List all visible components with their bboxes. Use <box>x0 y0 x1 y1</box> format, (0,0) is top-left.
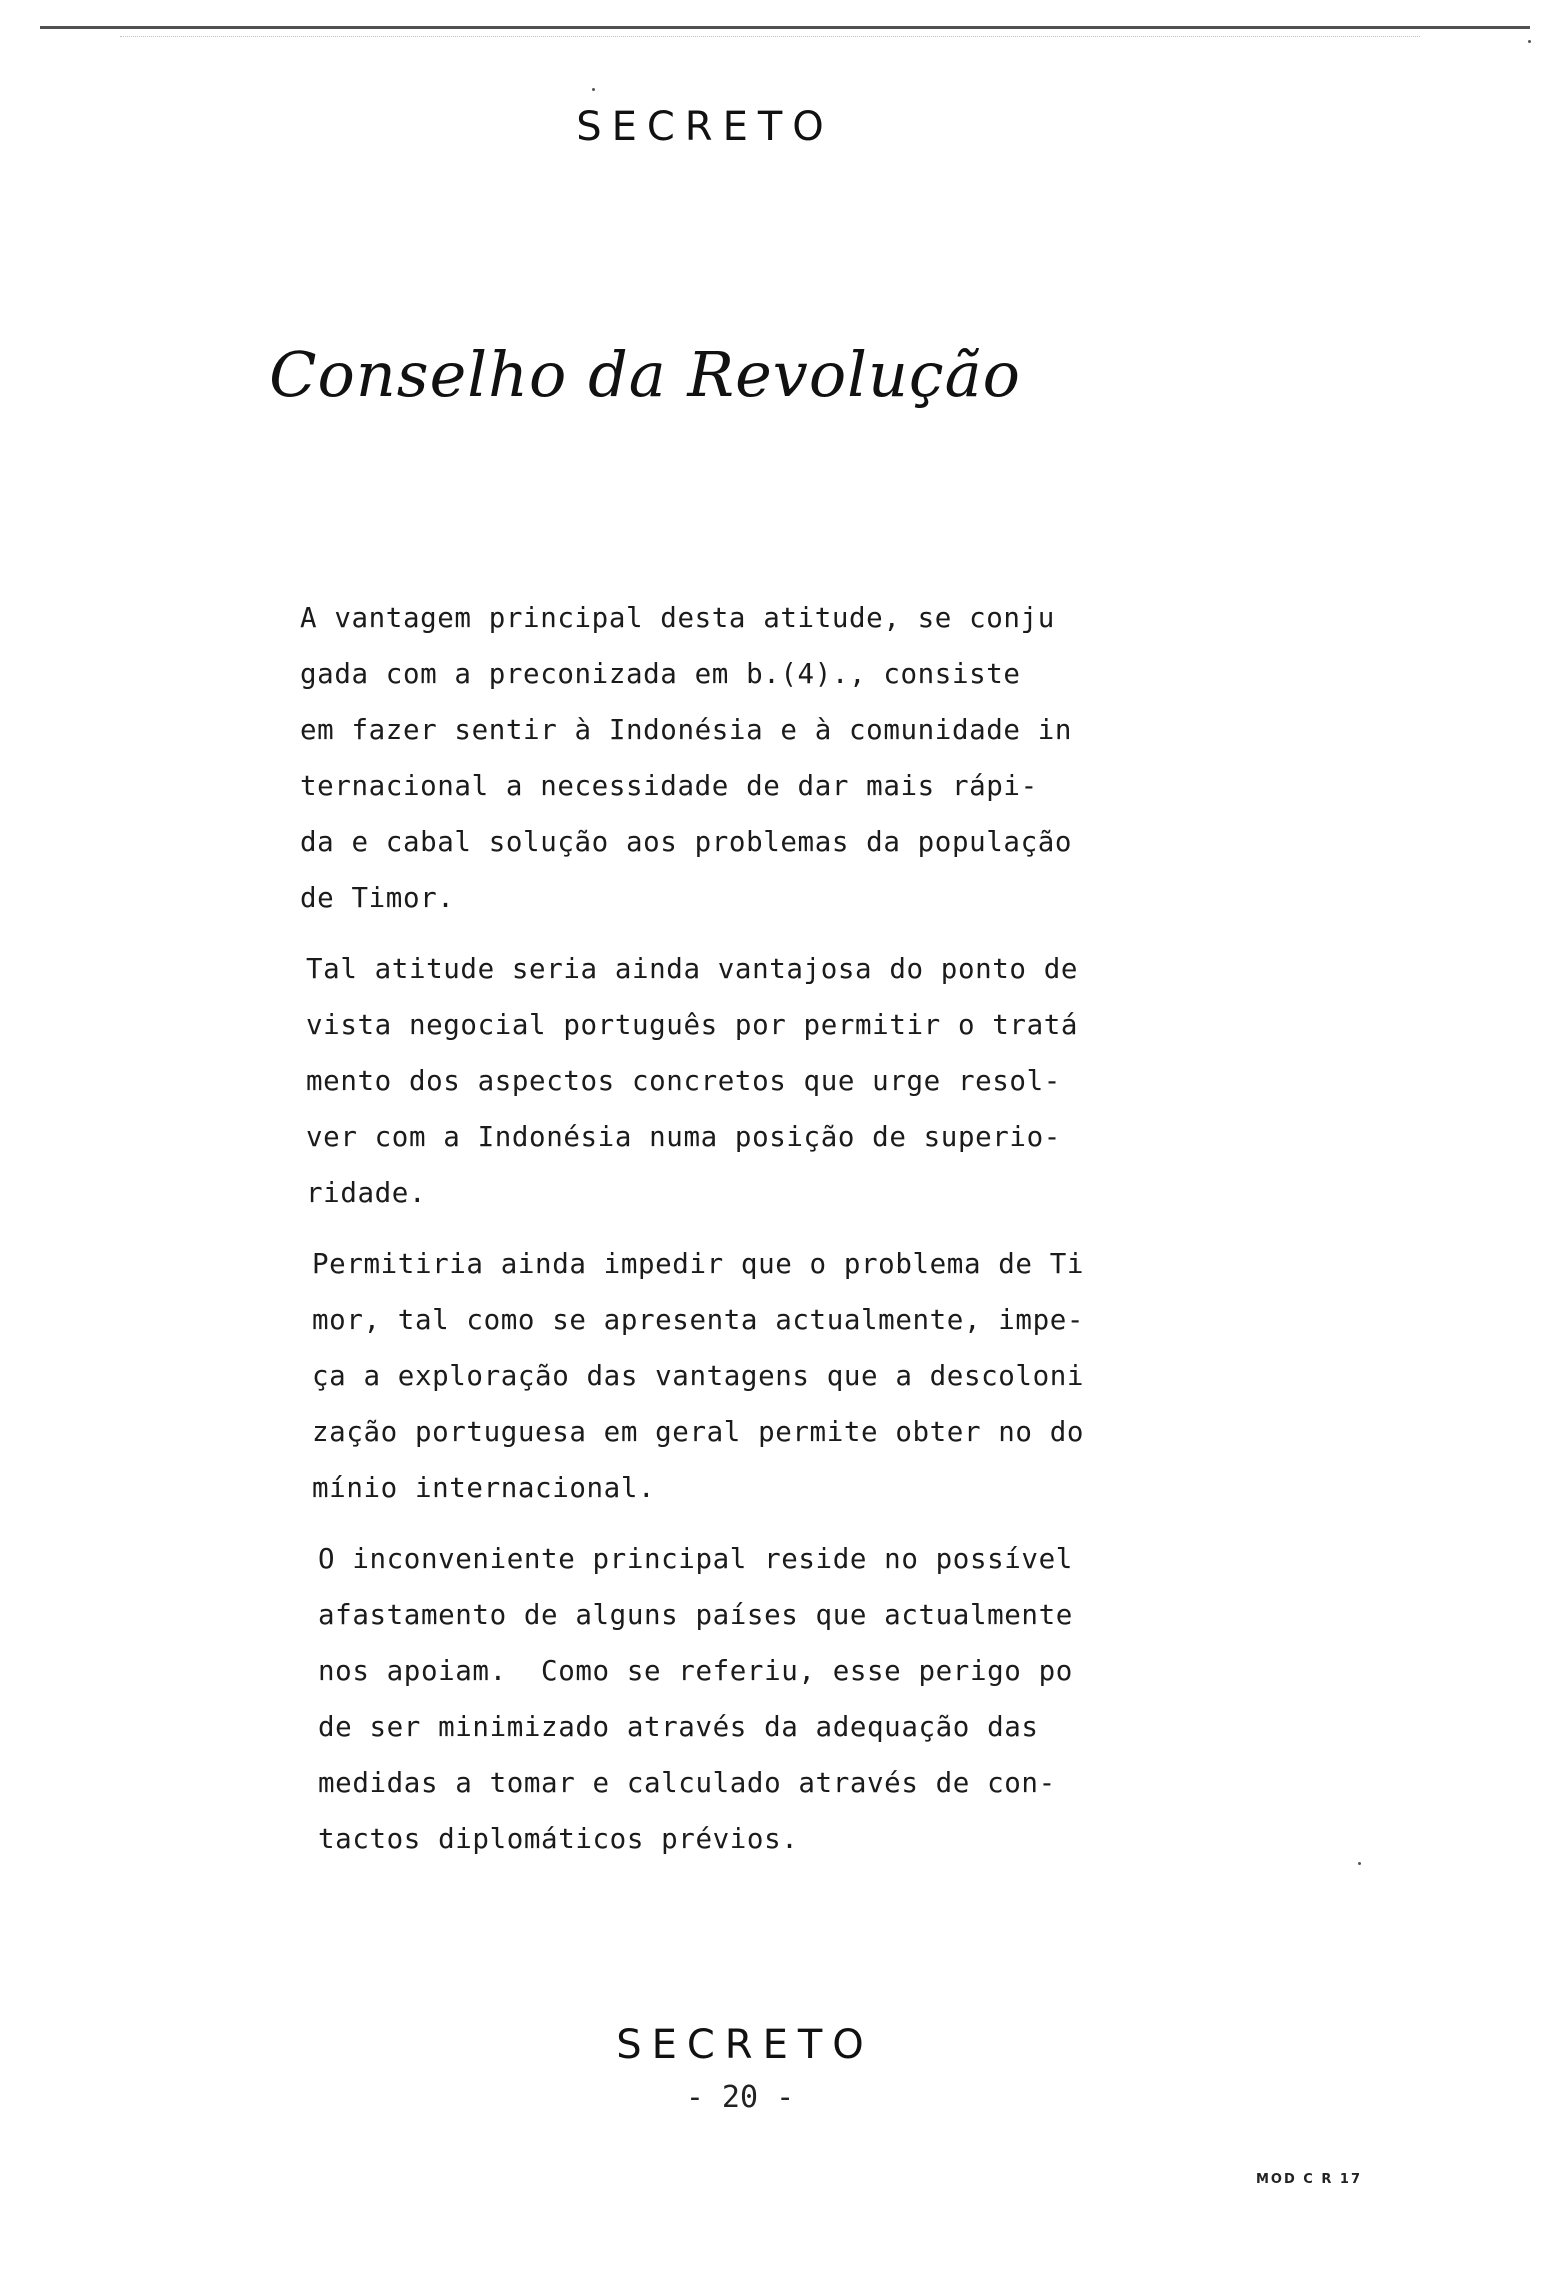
document-body <box>300 590 1220 1882</box>
body-line: Permitiria ainda impedir que o problema de Ti <box>312 1248 1085 1280</box>
paragraph-4 <box>318 1531 1220 1867</box>
body-line: tactos diplomáticos prévios. <box>318 1823 799 1855</box>
paragraph-1 <box>300 590 1220 926</box>
body-line: de ser minimizado através da adequação das <box>318 1711 1039 1743</box>
body-line: mor, tal como se apresenta actualmente, impe- <box>312 1304 1085 1336</box>
body-line: afastamento de alguns países que actualmente <box>318 1599 1073 1631</box>
body-line: mento dos aspectos concretos que urge resol- <box>306 1065 1061 1097</box>
scan-speck <box>1528 40 1531 43</box>
body-line: zação portuguesa em geral permite obter no do <box>312 1416 1085 1448</box>
body-line: Tal atitude seria ainda vantajosa do ponto de <box>306 953 1079 985</box>
body-line: em fazer sentir à Indonésia e à comunidade in <box>300 714 1073 746</box>
body-line: mínio internacional. <box>312 1472 656 1504</box>
body-line: O inconveniente principal reside no possível <box>318 1543 1073 1575</box>
body-line: A vantagem principal desta atitude, se conju <box>300 602 1055 634</box>
paragraph-3 <box>312 1236 1220 1516</box>
top-edge-noise <box>120 36 1420 37</box>
body-line: medidas a tomar e calculado através de con- <box>318 1767 1056 1799</box>
body-line: da e cabal solução aos problemas da população <box>300 826 1073 858</box>
body-line: ça a exploração das vantagens que a descoloni <box>312 1360 1085 1392</box>
page-number: - 20 - <box>685 2080 795 2115</box>
body-line: ridade. <box>306 1177 427 1209</box>
scan-speck <box>592 88 595 91</box>
form-code: MOD C R 17 <box>1256 2172 1362 2187</box>
classification-header: SECRETO <box>576 104 834 150</box>
body-line: de Timor. <box>300 882 455 914</box>
letterhead-title: Conselho da Revolução <box>269 338 1021 411</box>
scan-speck <box>1358 1862 1361 1865</box>
paragraph-2 <box>306 941 1220 1221</box>
body-line: ver com a Indonésia numa posição de superio- <box>306 1121 1061 1153</box>
classification-footer: SECRETO <box>616 2022 874 2068</box>
body-line: vista negocial português por permitir o tratá <box>306 1009 1079 1041</box>
body-line: nos apoiam. Como se referiu, esse perigo po <box>318 1655 1073 1687</box>
body-line: gada com a preconizada em b.(4)., consiste <box>300 658 1021 690</box>
body-line: ternacional a necessidade de dar mais rápi- <box>300 770 1038 802</box>
top-edge-rule <box>40 26 1530 29</box>
